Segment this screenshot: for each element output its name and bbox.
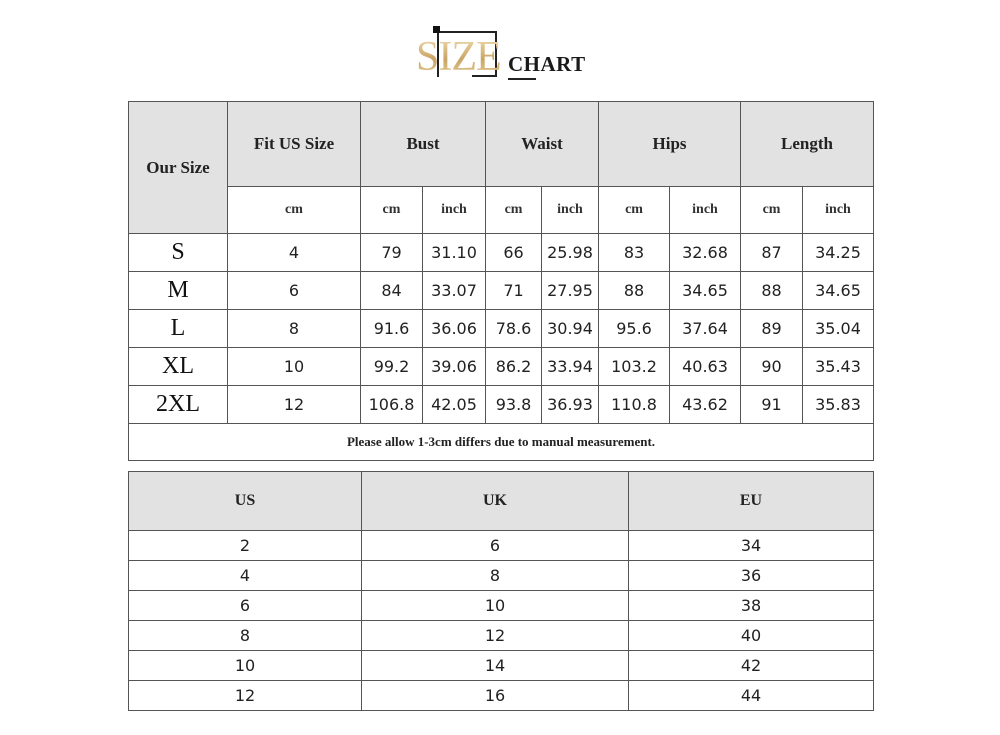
length-inch-value: 35.83 <box>803 386 874 424</box>
us-value: 4 <box>129 561 362 591</box>
us-value: 8 <box>129 621 362 651</box>
fit-us-size-value: 8 <box>228 310 361 348</box>
measurement-note: Please allow 1-3cm differs due to manual measurement. <box>129 424 874 461</box>
bust-inch-value: 42.05 <box>423 386 486 424</box>
hips-inch-value: 43.62 <box>670 386 741 424</box>
table-row <box>129 651 874 681</box>
waist-cm-value: 71 <box>486 272 542 310</box>
eu-value: 44 <box>629 681 874 711</box>
length-cm-value: 89 <box>741 310 803 348</box>
uk-value: 12 <box>362 621 629 651</box>
header-bust: Bust <box>361 102 486 187</box>
eu-value: 36 <box>629 561 874 591</box>
table-row <box>129 234 874 272</box>
hips-inch-value: 34.65 <box>670 272 741 310</box>
table-row <box>129 561 874 591</box>
uk-value: 8 <box>362 561 629 591</box>
length-inch-value: 34.25 <box>803 234 874 272</box>
hips-inch-value: 37.64 <box>670 310 741 348</box>
size-label: XL <box>129 348 228 386</box>
hips-cm-value: 88 <box>599 272 670 310</box>
header-us: US <box>129 472 362 531</box>
fit-us-size-value: 12 <box>228 386 361 424</box>
header-waist: Waist <box>486 102 599 187</box>
us-value: 10 <box>129 651 362 681</box>
uk-value: 10 <box>362 591 629 621</box>
header-uk: UK <box>362 472 629 531</box>
title-dot-decoration <box>433 26 440 33</box>
hips-cm-value: 95.6 <box>599 310 670 348</box>
us-value: 2 <box>129 531 362 561</box>
size-chart-title <box>0 22 1000 82</box>
hips-cm-value: 103.2 <box>599 348 670 386</box>
fit-us-size-value: 6 <box>228 272 361 310</box>
hips-inch-value: 40.63 <box>670 348 741 386</box>
bust-cm-value: 91.6 <box>361 310 423 348</box>
length-inch-value: 34.65 <box>803 272 874 310</box>
bust-inch-value: 36.06 <box>423 310 486 348</box>
unit-waist-cm: cm <box>486 187 542 234</box>
fit-us-size-value: 4 <box>228 234 361 272</box>
table-row <box>129 531 874 561</box>
uk-value: 6 <box>362 531 629 561</box>
unit-bust-cm: cm <box>361 187 423 234</box>
uk-value: 14 <box>362 651 629 681</box>
waist-inch-value: 33.94 <box>542 348 599 386</box>
bust-cm-value: 106.8 <box>361 386 423 424</box>
bust-inch-value: 33.07 <box>423 272 486 310</box>
size-label: L <box>129 310 228 348</box>
unit-waist-inch: inch <box>542 187 599 234</box>
uk-value: 16 <box>362 681 629 711</box>
size-label: 2XL <box>129 386 228 424</box>
unit-fit-us-cm: cm <box>228 187 361 234</box>
waist-cm-value: 66 <box>486 234 542 272</box>
header-eu: EU <box>629 472 874 531</box>
size-conversion-table <box>128 471 874 711</box>
length-inch-value: 35.04 <box>803 310 874 348</box>
table-row <box>129 348 874 386</box>
table-row <box>129 272 874 310</box>
size-label: S <box>129 234 228 272</box>
table-row <box>129 621 874 651</box>
table-row <box>129 681 874 711</box>
header-length: Length <box>741 102 874 187</box>
title-size-word: SIZE <box>416 34 501 80</box>
header-hips: Hips <box>599 102 741 187</box>
unit-hips-inch: inch <box>670 187 741 234</box>
length-cm-value: 87 <box>741 234 803 272</box>
waist-inch-value: 30.94 <box>542 310 599 348</box>
waist-inch-value: 27.95 <box>542 272 599 310</box>
header-fit-us-size: Fit US Size <box>228 102 361 187</box>
title-chart-word: CHART <box>508 52 586 76</box>
fit-us-size-value: 10 <box>228 348 361 386</box>
us-value: 12 <box>129 681 362 711</box>
waist-inch-value: 36.93 <box>542 386 599 424</box>
unit-length-cm: cm <box>741 187 803 234</box>
bust-cm-value: 99.2 <box>361 348 423 386</box>
bust-inch-value: 31.10 <box>423 234 486 272</box>
eu-value: 38 <box>629 591 874 621</box>
length-inch-value: 35.43 <box>803 348 874 386</box>
unit-hips-cm: cm <box>599 187 670 234</box>
bust-inch-value: 39.06 <box>423 348 486 386</box>
length-cm-value: 91 <box>741 386 803 424</box>
hips-cm-value: 110.8 <box>599 386 670 424</box>
title-underline <box>508 78 536 80</box>
waist-cm-value: 86.2 <box>486 348 542 386</box>
header-our-size: Our Size <box>129 102 228 234</box>
size-label: M <box>129 272 228 310</box>
eu-value: 42 <box>629 651 874 681</box>
length-cm-value: 90 <box>741 348 803 386</box>
waist-inch-value: 25.98 <box>542 234 599 272</box>
eu-value: 34 <box>629 531 874 561</box>
hips-cm-value: 83 <box>599 234 670 272</box>
bust-cm-value: 79 <box>361 234 423 272</box>
unit-bust-inch: inch <box>423 187 486 234</box>
waist-cm-value: 78.6 <box>486 310 542 348</box>
unit-length-inch: inch <box>803 187 874 234</box>
table-row <box>129 310 874 348</box>
table-row <box>129 591 874 621</box>
bust-cm-value: 84 <box>361 272 423 310</box>
hips-inch-value: 32.68 <box>670 234 741 272</box>
eu-value: 40 <box>629 621 874 651</box>
size-measurement-table <box>128 101 874 461</box>
waist-cm-value: 93.8 <box>486 386 542 424</box>
length-cm-value: 88 <box>741 272 803 310</box>
us-value: 6 <box>129 591 362 621</box>
table-row <box>129 386 874 424</box>
